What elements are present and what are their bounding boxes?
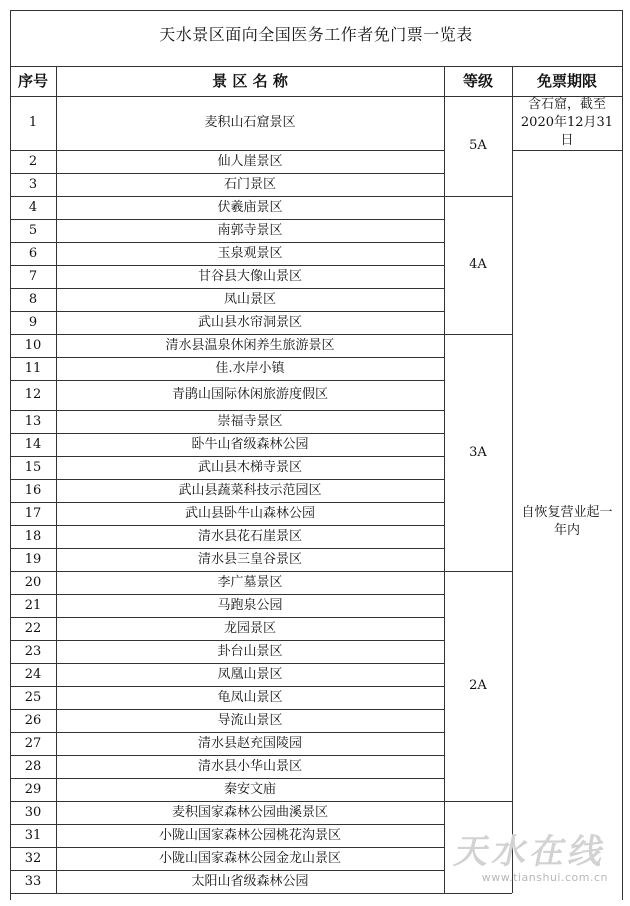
watermark-url: www.tianshui.com.cn	[481, 871, 608, 884]
row-scenic-name: 秦安文庙	[223, 781, 276, 797]
row-scenic-name: 武山县卧牛山森林公园	[184, 505, 315, 521]
grade-cell: 3A	[469, 444, 487, 460]
row-index: 12	[24, 387, 42, 402]
row-scenic-name: 甘谷县大像山景区	[197, 268, 302, 284]
row-scenic-name: 武山县蔬菜科技示范园区	[178, 482, 322, 498]
row-scenic-name: 伏羲庙景区	[217, 199, 283, 215]
row-index: 29	[24, 781, 42, 797]
row-index: 13	[24, 413, 42, 429]
grade-group-line	[444, 893, 512, 894]
row-index: 30	[24, 804, 42, 820]
row-index: 17	[24, 505, 42, 521]
row-index: 3	[28, 176, 38, 192]
row-index: 8	[28, 291, 38, 307]
row-index: 7	[28, 268, 38, 284]
row-index: 1	[28, 115, 38, 130]
row-scenic-name: 仙人崖景区	[217, 153, 283, 169]
row-index: 26	[24, 712, 42, 728]
row-index: 6	[28, 245, 38, 261]
row-index: 23	[24, 643, 42, 659]
row-scenic-name: 小陇山国家森林公园桃花沟景区	[158, 827, 341, 843]
row-scenic-name: 清水县小华山景区	[197, 758, 302, 774]
row-index: 11	[24, 360, 42, 376]
frame-right-line	[622, 10, 623, 900]
watermark-logo: 天水在线	[451, 832, 612, 872]
row-index: 4	[28, 199, 38, 215]
row-scenic-name: 武山县木梯寺景区	[197, 459, 302, 475]
row-scenic-name: 石门景区	[223, 176, 276, 192]
row-scenic-name: 龟凤山景区	[217, 689, 283, 705]
header-index: 序号	[17, 72, 48, 90]
row-scenic-name: 李广墓景区	[217, 574, 283, 590]
row-scenic-name: 小陇山国家森林公园金龙山景区	[158, 850, 341, 866]
header-period: 免票期限	[536, 72, 597, 90]
row-index: 22	[24, 620, 42, 636]
row-scenic-name: 清水县温泉休闲养生旅游景区	[165, 337, 335, 353]
table-title: 天水景区面向全国医务工作者免门票一览表	[159, 24, 473, 44]
header-name: 景 区 名 称	[212, 72, 288, 90]
row-scenic-name: 导流山景区	[217, 712, 283, 728]
row-index: 2	[28, 153, 38, 169]
row-scenic-name: 凤凰山景区	[217, 666, 283, 682]
row-index: 15	[24, 459, 42, 475]
header-grade: 等级	[462, 72, 493, 90]
row-index: 19	[24, 551, 42, 567]
grade-cell: 5A	[469, 138, 487, 153]
period-cell: 自恢复营业起一年内	[521, 504, 613, 538]
row-scenic-name: 南郭寺景区	[217, 222, 283, 238]
row-index: 25	[24, 689, 42, 705]
row-scenic-name: 龙园景区	[223, 620, 276, 636]
frame-top-line	[10, 10, 622, 11]
row-line	[10, 893, 444, 894]
row-scenic-name: 清水县花石崖景区	[197, 528, 302, 544]
row-scenic-name: 佳.水岸小镇	[215, 360, 285, 376]
period-cell: 含石窟，截至2020年12月31日	[520, 97, 614, 148]
row-index: 18	[24, 528, 42, 544]
column-divider-grade	[512, 66, 513, 893]
row-scenic-name: 太阳山省级森林公园	[191, 873, 309, 889]
row-scenic-name: 玉泉观景区	[217, 245, 283, 261]
row-index: 33	[24, 873, 42, 889]
grade-cell: 4A	[469, 257, 487, 272]
watermark	[451, 824, 612, 884]
grade-cell: 2A	[469, 678, 487, 693]
row-index: 16	[24, 482, 42, 498]
row-index: 5	[28, 222, 38, 238]
row-scenic-name: 麦积国家森林公园曲溪景区	[171, 804, 328, 820]
row-index: 27	[24, 735, 42, 751]
row-scenic-name: 清水县三皇谷景区	[197, 551, 302, 567]
row-scenic-name: 卧牛山省级森林公园	[191, 436, 309, 452]
row-scenic-name: 崇福寺景区	[217, 413, 283, 429]
row-scenic-name: 麦积山石窟景区	[204, 115, 296, 130]
row-scenic-name: 马跑泉公园	[217, 597, 283, 613]
header-top-line	[10, 66, 622, 67]
row-index: 31	[24, 827, 42, 843]
row-index: 9	[28, 314, 38, 330]
row-scenic-name: 青鹃山国际休闲旅游度假区	[171, 387, 328, 402]
row-scenic-name: 武山县水帘洞景区	[197, 314, 302, 330]
row-index: 32	[24, 850, 42, 866]
row-index: 28	[24, 758, 42, 774]
row-index: 21	[24, 597, 42, 613]
row-scenic-name: 清水县赵充国陵园	[197, 735, 302, 751]
row-index: 14	[24, 436, 42, 452]
row-scenic-name: 卦台山景区	[217, 643, 283, 659]
row-index: 20	[24, 574, 42, 590]
row-scenic-name: 凤山景区	[223, 291, 276, 307]
row-index: 24	[24, 666, 42, 682]
row-index: 10	[24, 337, 42, 353]
